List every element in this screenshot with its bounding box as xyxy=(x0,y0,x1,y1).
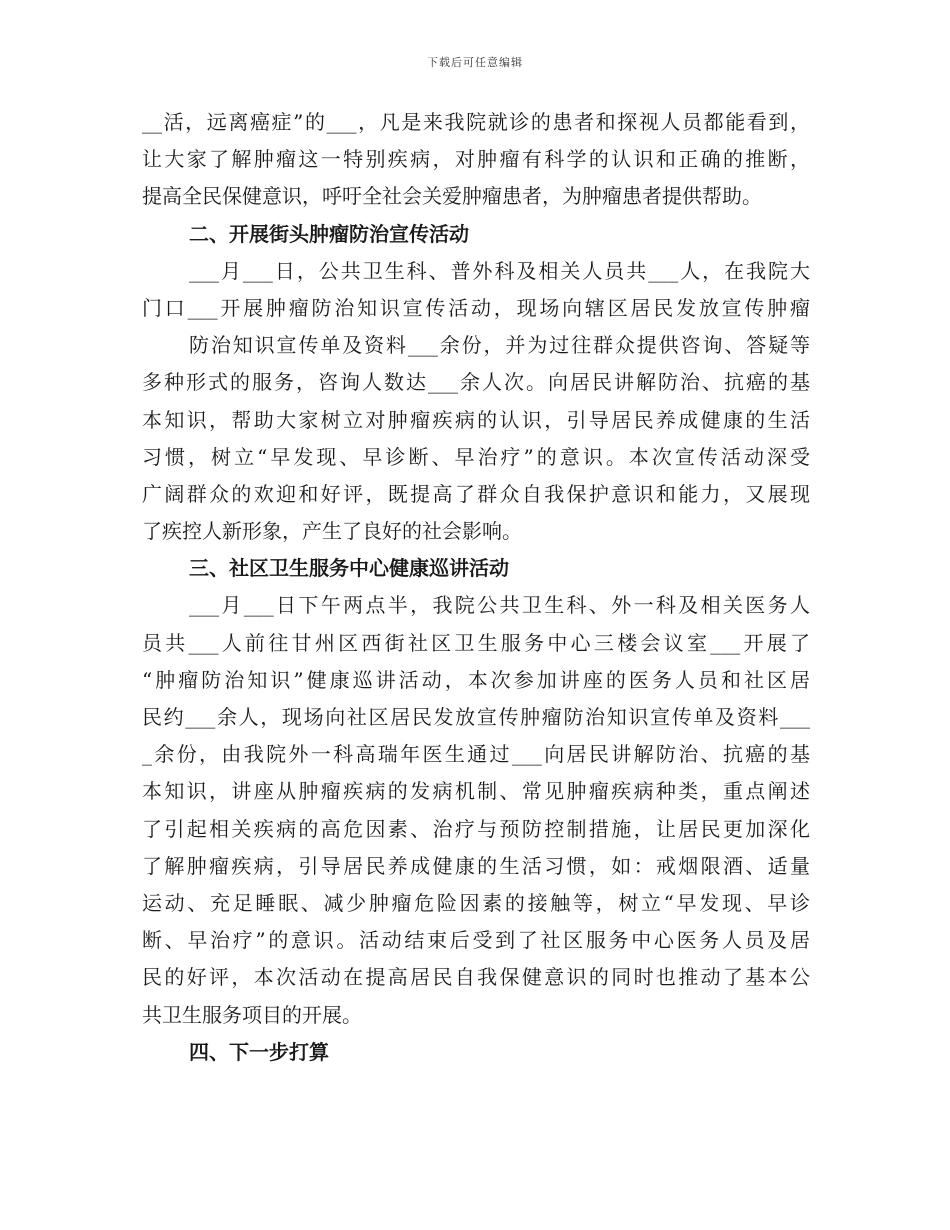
document-body xyxy=(142,104,810,1071)
text-line: “肿瘤防治知识”健康巡讲活动，本次参加讲座的医务人员和社区居 xyxy=(142,667,810,692)
text-line: 断、早治疗”的意识。活动结束后受到了社区服务中心医务人员及居 xyxy=(142,928,810,953)
text-line: 门口___开展肿瘤防治知识宣传活动，现场向辖区居民发放宣传肿瘤 xyxy=(142,295,810,320)
text-line: ___月___日下午两点半，我院公共卫生科、外一科及相关医务人 xyxy=(189,593,810,618)
text-line: 防治知识宣传单及资料___余份，并为过往群众提供咨询、答疑等 xyxy=(189,333,810,358)
text-line: 广阔群众的欢迎和好评，既提高了群众自我保护意识和能力，又展现 xyxy=(142,481,810,506)
text-line: 本知识，帮助大家树立对肿瘤疾病的认识，引导居民养成健康的生活 xyxy=(142,407,810,432)
text-line: 员共___人前往甘州区西街社区卫生服务中心三楼会议室___开展了 xyxy=(142,630,810,655)
text-line: 让大家了解肿瘤这一特别疾病，对肿瘤有科学的认识和正确的推断， xyxy=(142,147,810,172)
text-line: 了疾控人新形象，产生了良好的社会影响。 xyxy=(142,519,522,544)
text-line: 提高全民保健意识，呼吁全社会关爱肿瘤患者，为肿瘤患者提供帮助。 xyxy=(142,184,762,209)
text-line: 本知识，讲座从肿瘤疾病的发病机制、常见肿瘤疾病种类，重点阐述 xyxy=(142,779,810,804)
section-heading: 三、社区卫生服务中心健康巡讲活动 xyxy=(189,556,509,581)
text-line: 了引起相关疾病的高危因素、治疗与预防控制措施，让居民更加深化 xyxy=(142,816,810,841)
text-line: 民的好评，本次活动在提高居民自我保健意识的同时也推动了基本公 xyxy=(142,965,810,990)
text-line: 多种形式的服务，咨询人数达___余人次。向居民讲解防治、抗癌的基 xyxy=(142,370,810,395)
text-line: 了解肿瘤疾病，引导居民养成健康的生活习惯，如：戒烟限酒、适量 xyxy=(142,853,810,878)
page-header: 下载后可任意编辑 xyxy=(427,56,523,69)
text-line: _余份，由我院外一科高瑞年医生通过___向居民讲解防治、抗癌的基 xyxy=(142,742,810,767)
text-line: 运动、充足睡眠、减少肿瘤危险因素的接触等，树立“早发现、早诊 xyxy=(142,890,810,915)
section-heading: 二、开展街头肿瘤防治宣传活动 xyxy=(189,221,469,246)
text-line: 习惯，树立“早发现、早诊断、早治疗”的意识。本次宣传活动深受 xyxy=(142,444,810,469)
text-line: __活，远离癌症”的___，凡是来我院就诊的患者和探视人员都能看到， xyxy=(142,110,810,134)
text-line: ___月___日，公共卫生科、普外科及相关人员共___人，在我院大 xyxy=(189,258,810,283)
section-heading: 四、下一步打算 xyxy=(189,1039,329,1064)
text-line: 共卫生服务项目的开展。 xyxy=(142,1002,362,1027)
text-line: 民约___余人，现场向社区居民发放宣传肿瘤防治知识宣传单及资料___ xyxy=(142,705,810,729)
